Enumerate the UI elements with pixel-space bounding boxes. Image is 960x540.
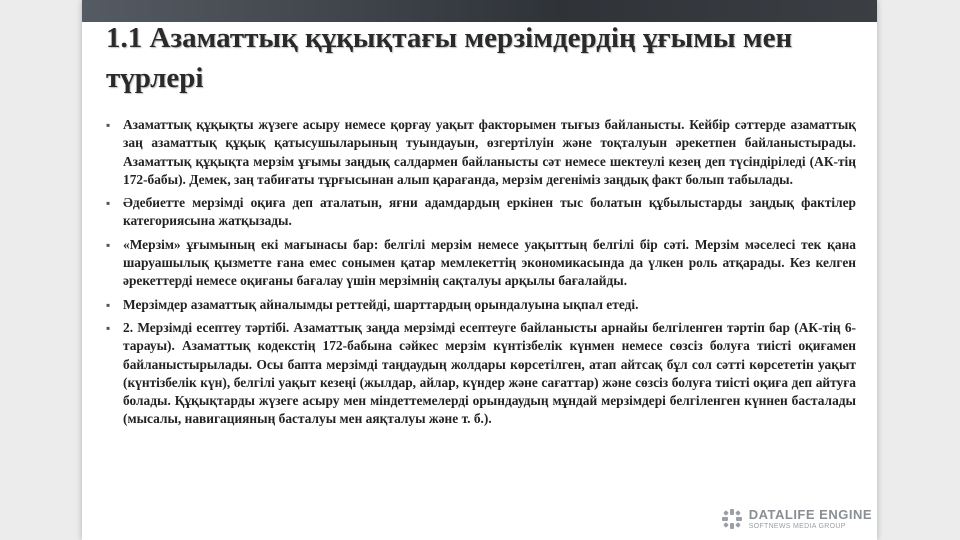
bullet-marker-icon: ▪: [106, 237, 111, 252]
bullet-item: [106, 194, 856, 231]
bullet-marker-icon: ▪: [106, 196, 111, 211]
watermark-subtitle: SOFTNEWS MEDIA GROUP: [748, 523, 846, 530]
bullet-text: Әдебиетте мерзімді оқиға деп аталатын, яғни адамдардың еркінен тыс болатын құбылыстарды заңдық фактілер категориясына жатқызады.: [123, 195, 856, 229]
bullet-item: [106, 236, 856, 291]
bullet-item: [106, 116, 856, 189]
slide: [82, 0, 877, 540]
watermark-title: DATALIFE ENGINE: [748, 507, 872, 522]
bullet-marker-icon: ▪: [106, 118, 111, 132]
slide-title: 1.1 Азаматтық құқықтағы мерзімдердің ұғымы мен түрлері: [106, 22, 793, 94]
bullet-item: [106, 319, 856, 429]
bullet-text: «Мерзім» ұғымының екі мағынасы бар: белгілі мерзім немесе уақыттың белгілі бір сәті. Мерзім мәселесі тек қана шаруашылық қызметте ғана емес сонымен қатар мемлекеттің экономикасында да үлкен роль атқарады. Кез келген әрекеттерді немесе оқиғаны бағалау үшін мерзімнің сақталуы арқылы бағалайды.: [123, 236, 856, 289]
bullet-marker-icon: ▪: [106, 320, 111, 335]
bullet-text: 2. Мерзімді есептеу тәртібі. Азаматтық заңда мерзімді есептеуге байланысты арнайы белгіленген тәртіп бар (АК-тің 6-тарауы). Азаматтық кодекстің 172-бабына сәйкес мерзім күнтізбелік күнмен немесе сөзсіз болуға тиісті оқиғамен байланыстырылады. Осы бапта мерзімді таңдаудың жолдары көрсетілген, атап айтсақ бұл сол сәтті көрсететін уақыт (күнтізбелік күн), белгілі уақыт кезеңі (жылдар, айлар, күндер және сағаттар) және сөзсіз болуға тиісті оқиға деп айтуға болады. Құқықтарды жүзеге асыру мен міндеттемелерді орындаудың мұндай мерзімдері белгіленген күннен басталады (мысалы, навигацияның басталуы мен аяқталуы және т. б.).: [123, 319, 856, 427]
bullet-text: Мерзімдер азаматтық айналымды реттейді, шарттардың орындалуына ықпал етеді.: [123, 296, 639, 312]
watermark: [721, 508, 872, 530]
datalife-logo-icon: [721, 508, 743, 530]
bullet-item: [106, 296, 856, 314]
bullet-marker-icon: ▪: [106, 297, 111, 312]
bullet-list: [106, 116, 856, 434]
bullet-text: Азаматтық құқықты жүзеге асыру немесе қорғау уақыт факторымен тығыз байланысты. Кейбір сәттерде азаматтық заң азаматтық құқық қатысушыларының туындауын, өзгертілуін және тоқталуын әрекетпен байланыстырады. Азаматтық құқықта мерзім ұғымы заңдық салдармен байланысты сәт немесе шектеулі кезең деп түсіндіріледі (АК-тің 172-бабы). Демек, заң табиғаты тұрғысынан алып қарағанда, мерзім дегеніміз заңдық факт болып табылады.: [123, 117, 856, 187]
